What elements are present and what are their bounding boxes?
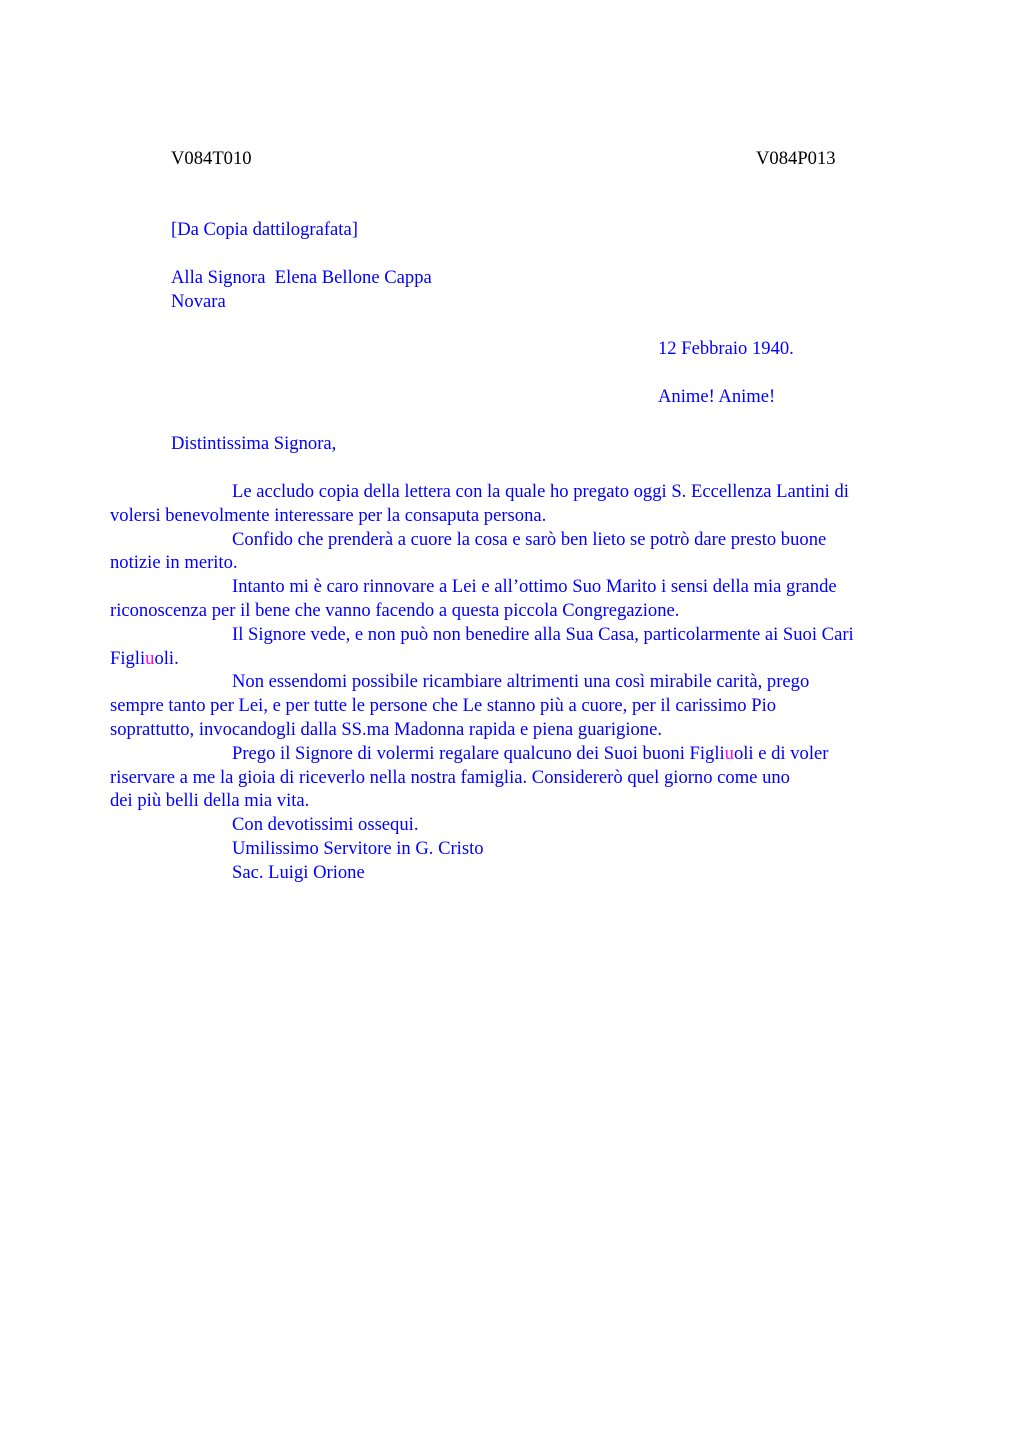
paragraph-2-line-1: Confido che prenderà a cuore la cosa e sarò ben lieto se potrò dare presto buone (232, 528, 827, 550)
document-code-left: V084T010 (171, 148, 252, 169)
paragraph-5 (110, 670, 928, 741)
document-code-right: V084P013 (756, 148, 836, 169)
salutation: Distintissima Signora, (171, 433, 337, 454)
addressee-city: Novara (171, 291, 226, 312)
paragraph-1-line-2: volersi benevolmente interessare per la consaputa persona. (110, 504, 547, 526)
paragraph-3-line-2: riconoscenza per il bene che vanno facendo a questa piccola Congregazione. (110, 599, 680, 621)
closing-text: Con devotissimi ossequi. (232, 814, 419, 836)
paragraph-4-line-1: Il Signore vede, e non può non benedire alla Sua Casa, particolarmente ai Suoi Cari (232, 623, 854, 645)
letter-motto: Anime! Anime! (658, 386, 776, 407)
source-note: [Da Copia dattilografata] (171, 219, 358, 240)
letter-date: 12 Febbraio 1940. (658, 338, 794, 359)
paragraph-2 (110, 528, 928, 576)
paragraph-6-line-2: riservare a me la gioia di riceverlo nella nostra famiglia. Considererò quel giorno come uno (110, 766, 790, 788)
closing-line (171, 813, 928, 837)
signature-line (171, 861, 928, 885)
sign-title-text: Umilissimo Servitore in G. Cristo (232, 837, 484, 859)
paragraph-1 (110, 480, 928, 528)
paragraph-3-line-1: Intanto mi è caro rinnovare a Lei e all’ottimo Suo Marito i sensi della mia grande (232, 576, 837, 598)
paragraph-6-line-3: dei più belli della mia vita. (110, 790, 310, 812)
paragraph-5-line-2: sempre tanto per Lei, e per tutte le persone che Le stanno più a cuore, per il carissimo Pio (110, 695, 777, 717)
letter-body (110, 480, 928, 885)
signature-text: Sac. Luigi Orione (232, 861, 365, 883)
paragraph-3 (110, 575, 928, 623)
paragraph-6-line-1 (171, 742, 928, 766)
addressee-name: Alla Signora Elena Bellone Cappa (171, 267, 432, 288)
paragraph-5-line-1: Non essendomi possibile ricambiare altrimenti una così mirabile carità, prego (232, 671, 810, 693)
paragraph-2-line-2: notizie in merito. (110, 552, 238, 574)
paragraph-1-line-1: Le accludo copia della lettera con la quale ho pregato oggi S. Eccellenza Lantini di (232, 481, 849, 502)
paragraph-5-line-3: soprattutto, invocandogli dalla SS.ma Madonna rapida e piena guarigione. (110, 718, 662, 740)
paragraph-4 (110, 623, 928, 671)
figliuoli-part-c: oli. (154, 647, 179, 669)
figliuoli-part-a: Figli (110, 647, 146, 669)
highlighted-letter: u (145, 647, 155, 669)
prego-part-c: oli e di voler (733, 742, 829, 764)
highlighted-letter-2: u (724, 742, 734, 764)
prego-part-a: Prego il Signore di volermi regalare qualcuno dei Suoi buoni Figli (232, 742, 725, 764)
paragraph-4-line-2 (110, 647, 928, 671)
paragraph-6 (110, 742, 928, 813)
sign-title-line (171, 837, 928, 861)
